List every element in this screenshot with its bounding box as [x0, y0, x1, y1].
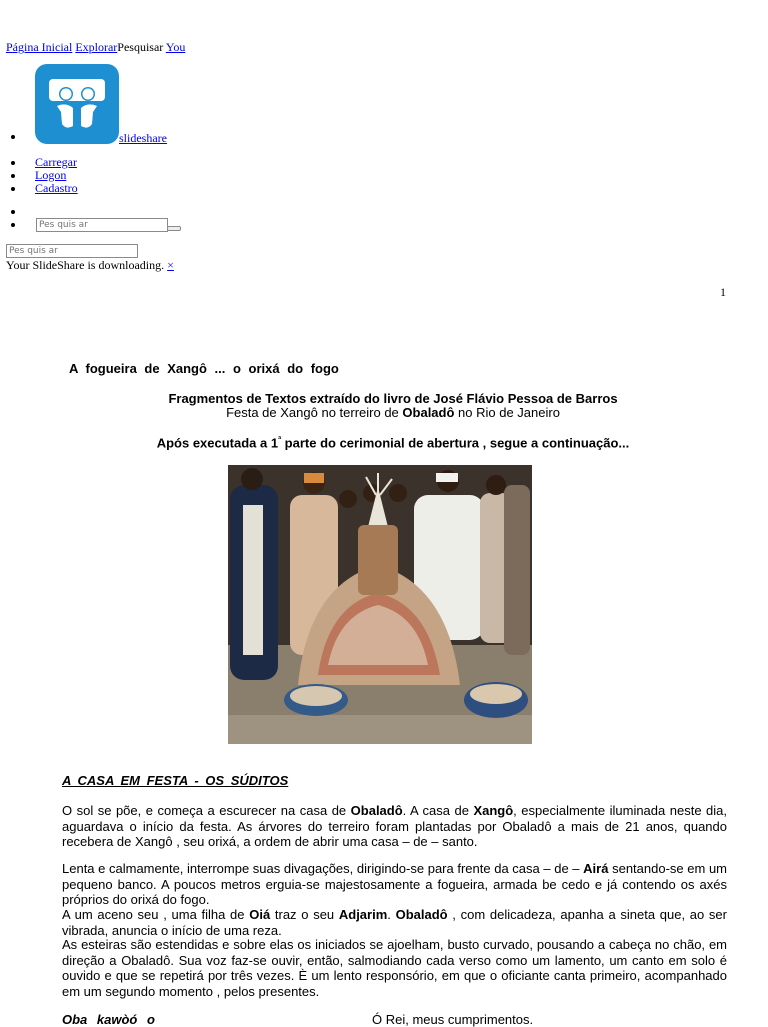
- document-subtitle-location: [0, 405, 768, 420]
- paragraph-text: traz o seu: [270, 907, 339, 922]
- intro-superscript: ª: [278, 435, 282, 444]
- list-bullet: [11, 187, 15, 191]
- list-bullet: [11, 210, 15, 214]
- search-input[interactable]: [36, 218, 168, 232]
- download-message: Your SlideShare is downloading.: [6, 258, 165, 272]
- download-close-button[interactable]: ×: [167, 258, 174, 272]
- paragraph-text: Lenta e calmamente, interrompe suas divagações, dirigindo-se para frente da casa – de –: [62, 861, 584, 876]
- subtitle-bold-part: Obaladô: [402, 405, 455, 420]
- subtitle-part: Festa de Xangô no terreiro de: [226, 405, 403, 420]
- document-subtitle: Fragmentos de Textos extraído do livro de José Flávio Pessoa de Barros: [168, 391, 618, 406]
- download-notice: [6, 258, 174, 273]
- chant-yoruba: Oba kawòó o: [62, 1012, 155, 1027]
- slideshare-logo-icon: [35, 64, 119, 144]
- top-navigation: [6, 40, 185, 54]
- paragraph-2: [62, 861, 727, 908]
- paragraph-text: O sol se põe, e começa a escurecer na casa de: [62, 803, 351, 818]
- upload-link[interactable]: Carregar: [35, 155, 77, 169]
- paragraph-text: sentando-se em um pequeno banco. A poucos metros erguia-se majestosamente a fogueira, armada be cedo e já contendo os axés próprios do orixá do fogo.: [62, 861, 728, 907]
- bold-term: Oiá: [249, 907, 271, 922]
- list-bullet: [11, 223, 15, 227]
- document-heading: A fogueira de Xangô ... o orixá do fogo: [69, 361, 339, 376]
- ceremony-photo: [228, 465, 532, 744]
- page-number: 1: [720, 285, 726, 299]
- bold-term: Adjarim: [338, 907, 388, 922]
- nav-you-link[interactable]: You: [165, 40, 186, 54]
- search-input-secondary[interactable]: [6, 244, 138, 258]
- intro-part: Após executada a 1: [156, 435, 279, 451]
- nav-home-link[interactable]: Página Inicial: [6, 40, 73, 54]
- paragraph-3: [62, 907, 727, 938]
- subtitle-part: no Rio de Janeiro: [454, 405, 560, 420]
- section-title: A CASA EM FESTA - OS SÚDITOS: [62, 773, 289, 788]
- bold-term: Obaladô: [350, 803, 403, 818]
- list-bullet: [11, 135, 15, 139]
- paragraph-text: .: [387, 907, 396, 922]
- paragraph-text: , especialmente iluminada neste dia, aguardava o início da festa. As árvores do terreiro foram plantadas por Obaladô a mais de 21 anos, quando recebera de Xangô , seu orixá, a ordem de abrir uma casa – de – santo.: [62, 803, 727, 849]
- bold-term: Xangô: [473, 803, 514, 818]
- paragraph-text: A um aceno seu , uma filha de: [62, 907, 250, 922]
- paragraph-4: [62, 937, 727, 999]
- account-menu: [35, 156, 78, 195]
- intro-part: parte do cerimonial de abertura , segue a continuação...: [281, 435, 630, 451]
- search-submit-button[interactable]: [167, 226, 181, 231]
- slideshare-home-link[interactable]: [35, 64, 235, 144]
- list-bullet: [11, 161, 15, 165]
- nav-explore-link[interactable]: Explorar: [75, 40, 118, 54]
- chant-translation: Ó Rei, meus cumprimentos.: [372, 1012, 534, 1027]
- paragraph-text: As esteiras são estendidas e sobre elas os iniciados se ajoelham, busto curvado, pousando a cabeça no chão, em direção a Obaladô. Sua voz faz-se ouvir, então, salmodiando cada verso como um lamento, um canto em solo é ouvido e que se repetirá por três vezes. È um lento responsório, em que o oficiante canta primeiro, acompanhado em um segundo momento , pelos presentes.: [62, 937, 727, 999]
- slideshare-label: slideshare: [119, 131, 167, 145]
- paragraph-text: , com delicadeza, apanha a sineta que, ao ser vibrada, anuncia o início de uma reza.: [62, 907, 727, 938]
- paragraph-1: [62, 803, 727, 850]
- signup-link[interactable]: Cadastro: [35, 181, 78, 195]
- login-link[interactable]: Logon: [35, 168, 67, 182]
- list-bullet: [11, 174, 15, 178]
- nav-search-text[interactable]: Pesquisar: [117, 40, 164, 54]
- bold-term: Obaladô: [395, 907, 448, 922]
- bold-term: Airá: [583, 861, 609, 876]
- document-intro: [0, 435, 768, 450]
- paragraph-text: . A casa de: [402, 803, 474, 818]
